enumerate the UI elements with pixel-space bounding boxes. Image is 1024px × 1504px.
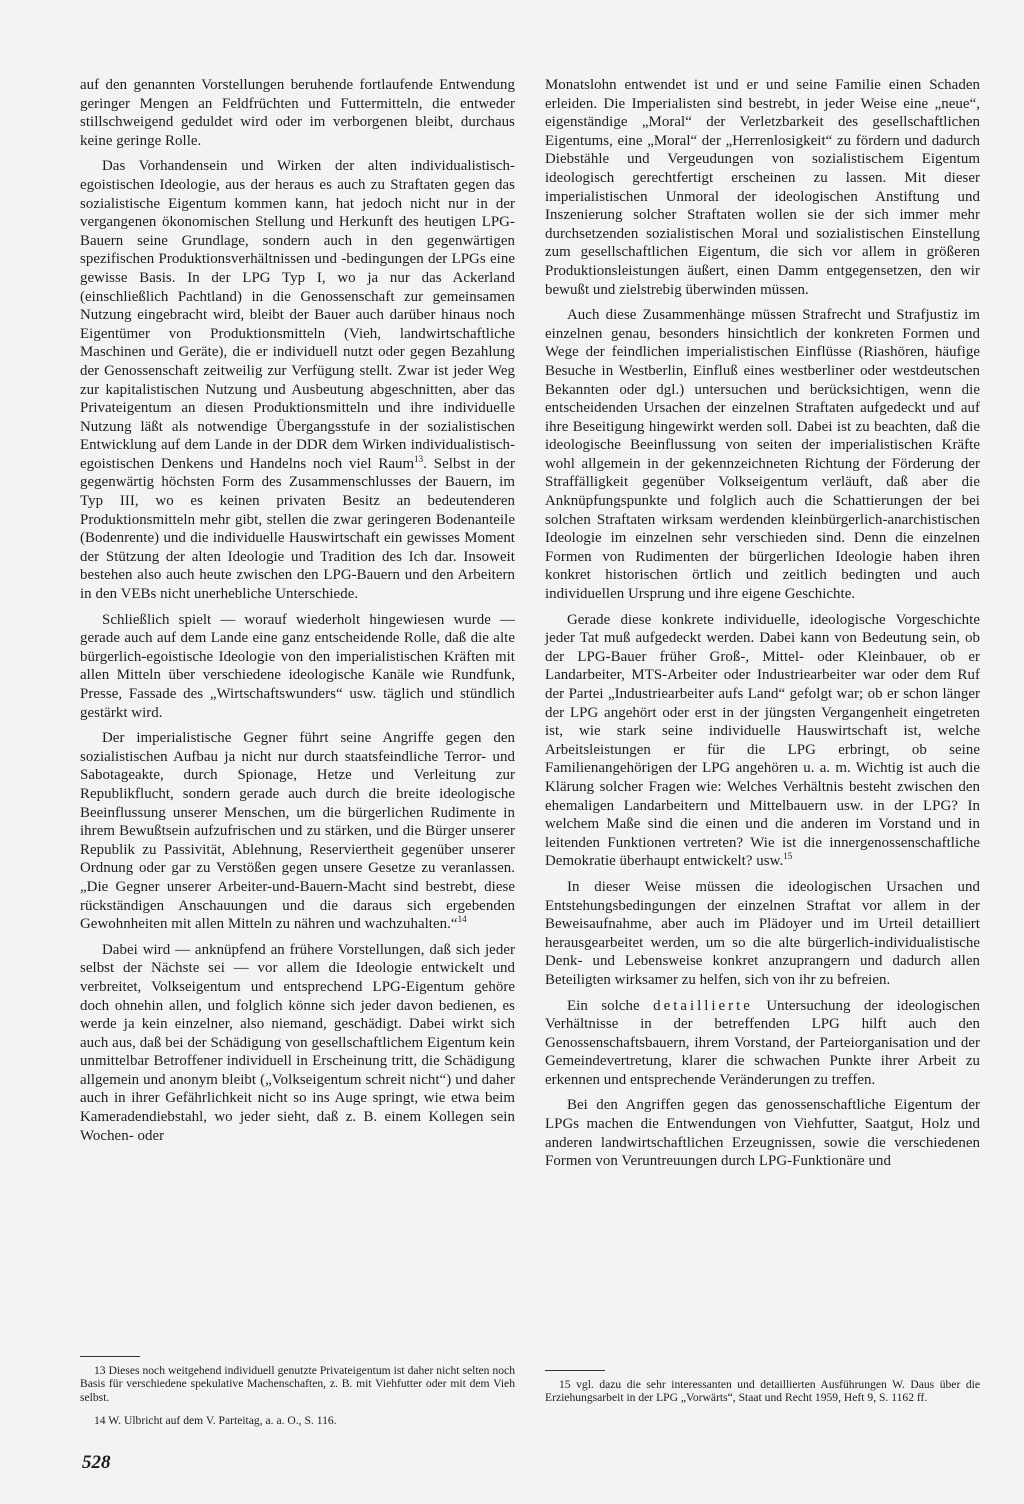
paragraph: Monatslohn entwendet ist und er und seine Familie einen Schaden erleiden. Die Imperialisten sind bestrebt, in jeder Weise eine „neue“, eigenständige „Moral“ der Verletzbarkeit des gesellschaftlichen Eigentums, eine „Moral“ der „Herrenlosigkeit“ zu fördern und dadurch Diebstähle und Vergeudungen von sozialistischem Eigentum ideologisch gerechtfertigt erscheinen zu lassen. Mit dieser imperialistischen Unmoral der ideologischen Anstiftung und Inszenierung solcher Straftaten wollen sie der sich immer mehr durchsetzenden sozialistischen Moral und sozialistischen Einstellung zum gesellschaftlichen Eigentum, die sich vor allem in größeren Produktionsleistungen äußert, einen Damm entgegensetzen, den wir bewußt und zielstrebig überwinden müssen.: [545, 77, 980, 298]
paragraph: Das Vorhandensein und Wirken der alten individualistisch-egoistischen Ideologie, aus der heraus es auch zu Straftaten gegen das sozialistische Eigentum kommen kann, hat jedoch nicht nur in der vergangenen ökonomischen Stellung und Herkunft des heutigen LPG-Bauern seine Grundlage, sondern auch in den gegenwärtigen spezifischen Produktionsverhältnissen und -bedingungen der LPGs eine gewisse Basis. In der LPG Typ I, wo ja nur das Ackerland (einschließlich Pachtland) in die Genossenschaft zur gemeinsamen Nutzung eingebracht wird, bleibt der Bauer auch darüber hinaus noch Eigentümer von Produktionsmitteln (Vieh, landwirtschaftliche Maschinen und Geräte), die er individuell nutzt oder gegen Bezahlung der Genossenschaft zeitweilig zur Verfügung stellt. Zwar ist jeder Weg zur kapitalistischen Nutzung und Ausbeutung abgeschnitten, aber das Privateigentum an diesen Produktionsmitteln und ihre individuelle Nutzung läßt als notwendige Übergangsstufe in der sozialistischen Entwicklung auf dem Lande in der DDR dem Wirken individualistisch-egoistischen Denkens und Handelns noch viel Raum$^{13}$. Selbst in der gegenwärtig höchsten Form des Zusammenschlusses der Bauern, im Typ III, wo es keinen privaten Besitz an bedeutenderen Produktionsmitteln mehr gibt, stellen die zwar geringeren Bodenanteile (Bodenrente) und die individuelle Hauswirtschaft ein gewisses Moment der Stützung der alten Ideologie und Tradition des Ich dar. Insoweit bestehen also auch heute zwischen den LPG-Bauern und den Arbeitern in den VEBs nicht unerhebliche Unterschiede.: [80, 158, 515, 603]
paragraph: auf den genannten Vorstellungen beruhende fortlaufende Entwendung geringer Mengen an Feldfrüchten und Futtermitteln, die entweder stillschweigend geduldet wird oder im verborgenen bleibt, durchaus keine geringe Rolle.: [80, 77, 515, 149]
paragraph: Schließlich spielt — worauf wiederholt hingewiesen wurde — gerade auch auf dem Lande eine ganz entscheidende Rolle, daß die alte bürgerlich-egoistische Ideologie von den imperialistischen Kräften mit allen Mitteln über verschiedene ideologische Kanäle wie Rundfunk, Presse, Fassade des „Wirtschaftswunders“ usw. täglich und stündlich gestärkt wird.: [80, 611, 515, 721]
right-column: [545, 76, 980, 1171]
footnote-ref: 15: [783, 851, 793, 862]
footnote-ref: 13: [414, 453, 424, 464]
paragraph: Ein solche detaillierte Untersuchung der ideologischen Verhältnisse in der betreffenden LPG hilft auch den Genossenschaftsbauern, ihrem Vorstand, der Parteiorganisation und der Gemeindevertretung, klarer die schwachen Punkte ihrer Arbeit zu erkennen und entsprechende Veränderungen zu treffen.: [545, 997, 980, 1088]
footnote-14: 14 W. Ulbricht auf dem V. Parteitag, a. a. O., S. 116.: [94, 1414, 337, 1427]
paragraph: Dabei wird — anknüpfend an frühere Vorstellungen, daß sich jeder selbst der Nächste sei — vor allem die Ideologie entwickelt und verbreitet, Volkseigentum und entsprechend LPG-Eigentum gehöre doch ohnehin allen, und folglich könne sich jeder davon bedienen, es werde ja kein einzelner, also niemand, geschädigt. Dabei wirkt sich auch aus, daß bei der Schädigung von gesellschaftlichem Eigentum kein unmittelbar Betroffener individuell in Erscheinung tritt, die Schädigung allgemein und anonym bleibt („Volkseigentum schreit nicht“) und daher auch in ihrer Gefährlichkeit nicht so ins Auge springt, wie etwa beim Kameradendiebstahl, wo jeder sieht, daß z. B. einem Kollegen sein Wochen- oder: [80, 941, 515, 1144]
footnote-rule-left: [80, 1356, 140, 1357]
footnote-rule-right: [545, 1370, 605, 1371]
footnote-ref: 14: [457, 914, 467, 925]
paragraph: Der imperialistische Gegner führt seine Angriffe gegen den sozialistischen Aufbau ja nicht nur durch staatsfeindliche Terror- und Sabotageakte, durch Spionage, Hetze und Verleitung zur Republikflucht, sondern gerade auch durch die breite ideologische Beeinflussung unserer Menschen, um die bürgerlichen Rudimente in ihrem Bewußtsein aufzufrischen und zu stärken, und die Bürger unserer Republik zu Passivität, Ablehnung, Reserviertheit gegenüber unserer Ordnung oder gar zu Verstößen gegen unsere Gesetze zu veranlassen. „Die Gegner unserer Arbeiter-und-Bauern-Macht sind bestrebt, diese rückständigen Anschauungen und die daraus sich ergebenden Gewohnheiten mit allen Mitteln zu nähren und wachzuhalten.“$^{14}$: [80, 730, 515, 933]
spaced-emphasis: detaillierte: [653, 997, 753, 1014]
page-number: 528: [82, 1452, 111, 1473]
paragraph: Gerade diese konkrete individuelle, ideologische Vorgeschichte jeder Tat muß aufgedeckt werden. Dabei kann von Bedeutung sein, ob der LPG-Bauer früher Groß-, Mittel- oder Kleinbauer, ob er Landarbeiter, MTS-Arbeiter oder Industriearbeiter war oder dem Ruf der Partei „Industriearbeiter aufs Land“ gefolgt war; ob er schon länger der LPG angehört oder erst in der jüngsten Vergangenheit eingetreten ist, wie stark seine individuelle Hauswirtschaft ist, welche Arbeitsleistungen er für die LPG erbringt, ob seine Familienangehörigen der LPG angehören u. a. m. Wichtig ist auch die Klärung solcher Fragen wie: Welches Verhältnis besteht zwischen den ehemaligen Landarbeitern und Mittelbauern usw. in der LPG? In welchem Maße sind die einen und die anderen im Vorstand und in leitenden Funktionen vertreten? Wie ist die innergenossenschaftliche Demokratie überhaupt entwickelt? usw.$^{15}$: [545, 611, 980, 870]
paragraph: In dieser Weise müssen die ideologischen Ursachen und Entstehungsbedingungen der einzelnen Straftat vor allem in der Beweisaufnahme, aber auch im Plädoyer und im Urteil detailliert herausgearbeitet werden, um so die alte bürgerlich-individualistische Denk- und Lebensweise konkret anzuprangern und dadurch allen Beteiligten wirksamer zu helfen, sich von ihr zu befreien.: [545, 878, 980, 988]
paragraph: Bei den Angriffen gegen das genossenschaftliche Eigentum der LPGs machen die Entwendungen von Viehfutter, Saatgut, Holz und anderen landwirtschaftlichen Erzeugnissen, sowie die verschiedenen Formen von Veruntreuungen durch LPG-Funktionäre und: [545, 1097, 980, 1170]
footnote-15: 15 vgl. dazu die sehr interessanten und detaillierten Ausführungen W. Daus über die Erziehungsarbeit in der LPG „Vorwärts“, Staat und Recht 1959, Heft 9, S. 1162 ff.: [545, 1378, 980, 1405]
footnote-13: 13 Dieses noch weitgehend individuell genutzte Privateigentum ist daher nicht selten noch Basis für verschiedene spekulative Machenschaften, z. B. mit Viehfutter oder mit dem Vieh selbst.: [80, 1364, 515, 1404]
left-column: [80, 76, 515, 1145]
paragraph: Auch diese Zusammenhänge müssen Strafrecht und Strafjustiz im einzelnen genau, besonders hinsichtlich der konkreten Formen und Wege der feindlichen imperialistischen Einflüsse (Riashören, häufige Besuche in Westberlin, Einfluß eines westberliner oder westdeutschen Bekannten oder dgl.) untersuchen und berücksichtigen, wenn die entscheidenden Ursachen der einzelnen Straftaten aufgedeckt und auf ihre Beseitigung hingewirkt werden soll. Dabei ist zu beachten, daß die ideologische Beeinflussung von seiten der imperialistischen Kräfte wohl allgemein in der gekennzeichneten Richtung der Förderung der Straffälligkeit gegenüber Volkseigentum verläuft, daß aber die Anknüpfungspunkte und folglich auch die Schattierungen der bei solchen Straftaten wirksam werdenden kleinbürgerlich-anarchistischen Ideologie im einzelnen sehr verschieden sind. Denn die einzelnen Formen von Rudimenten der bürgerlichen Ideologie haben ihren konkret historischen örtlich und zeitlich bedingten und auch individuellen Ursprung und ihre eigene Geschichte.: [545, 307, 980, 603]
